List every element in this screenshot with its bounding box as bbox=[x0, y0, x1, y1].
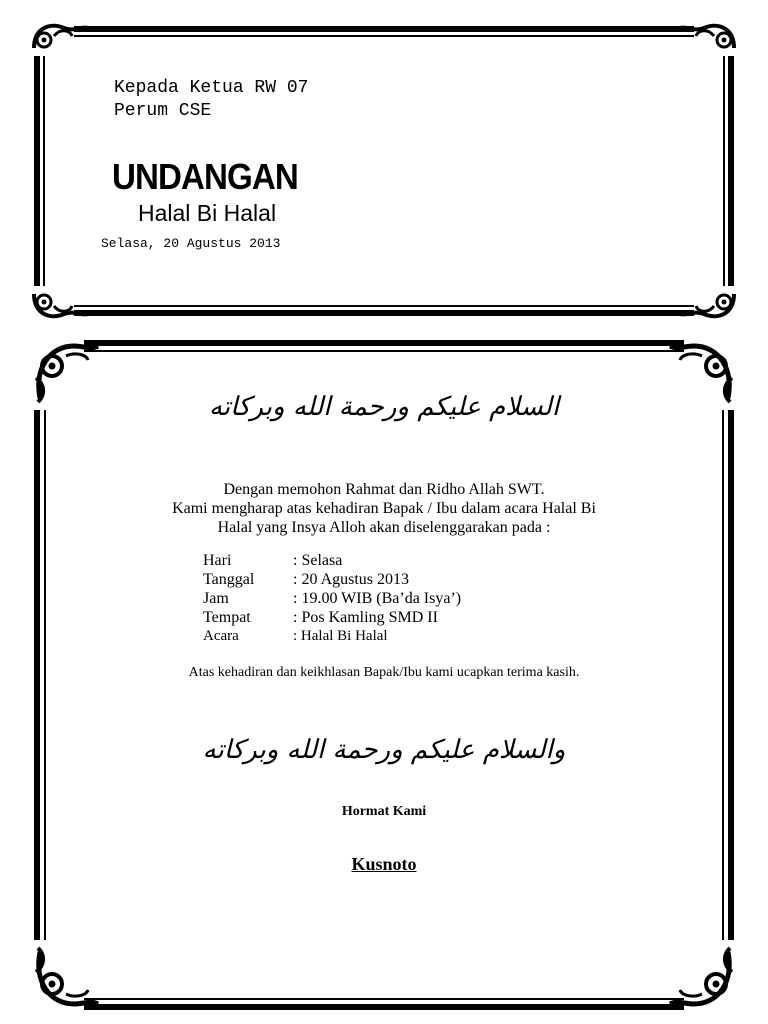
detail-row-time bbox=[203, 590, 603, 609]
detail-key: Jam bbox=[203, 590, 229, 607]
recipient-line-1: Kepada Ketua RW 07 bbox=[114, 78, 309, 98]
detail-key: Tempat bbox=[203, 609, 251, 626]
detail-row-place bbox=[203, 609, 603, 628]
scroll-ornament-icon bbox=[30, 942, 100, 1012]
letter-card bbox=[34, 340, 734, 1010]
detail-row-date bbox=[203, 571, 603, 590]
page-title: UNDANGAN bbox=[112, 156, 298, 197]
opening-salam-calligraphy: السلام عليكم ورحمة الله وبركاته bbox=[208, 392, 560, 422]
event-date: Selasa, 20 Agustus 2013 bbox=[101, 236, 281, 251]
scroll-ornament-icon bbox=[678, 284, 738, 324]
detail-value: : Halal Bi Halal bbox=[293, 628, 388, 644]
regards-label: Hormat Kami bbox=[341, 804, 427, 819]
detail-key: Acara bbox=[203, 628, 239, 644]
detail-row-event bbox=[203, 628, 603, 647]
signer-name: Kusnoto bbox=[351, 854, 417, 874]
scroll-ornament-icon bbox=[668, 942, 738, 1012]
recipient-line-2: Perum CSE bbox=[114, 101, 212, 121]
scroll-ornament-icon bbox=[30, 18, 90, 58]
header-card bbox=[34, 26, 734, 316]
scroll-ornament-icon bbox=[678, 18, 738, 58]
event-subtitle: Halal Bi Halal bbox=[138, 200, 277, 226]
detail-key: Tanggal bbox=[203, 571, 255, 588]
detail-value: : Selasa bbox=[293, 552, 343, 569]
closing-salam-calligraphy: والسلام عليكم ورحمة الله وبركاته bbox=[202, 735, 566, 765]
intro-line-1: Dengan memohon Rahmat dan Ridho Allah SWT. bbox=[223, 481, 545, 498]
intro-line-2: Kami mengharap atas kehadiran Bapak / Ibu dalam acara Halal Bi bbox=[172, 500, 596, 517]
detail-key: Hari bbox=[203, 552, 232, 569]
closing-text: Atas kehadiran dan keikhlasan Bapak/Ibu kami ucapkan terima kasih. bbox=[188, 665, 580, 680]
detail-value: : 19.00 WIB (Ba’da Isya’) bbox=[293, 590, 462, 607]
detail-value: : Pos Kamling SMD II bbox=[293, 609, 438, 626]
detail-row-day bbox=[203, 552, 603, 571]
intro-line-3: Halal yang Insya Alloh akan diselenggarakan pada : bbox=[217, 519, 551, 536]
detail-value: : 20 Agustus 2013 bbox=[293, 571, 410, 588]
scroll-ornament-icon bbox=[30, 284, 90, 324]
